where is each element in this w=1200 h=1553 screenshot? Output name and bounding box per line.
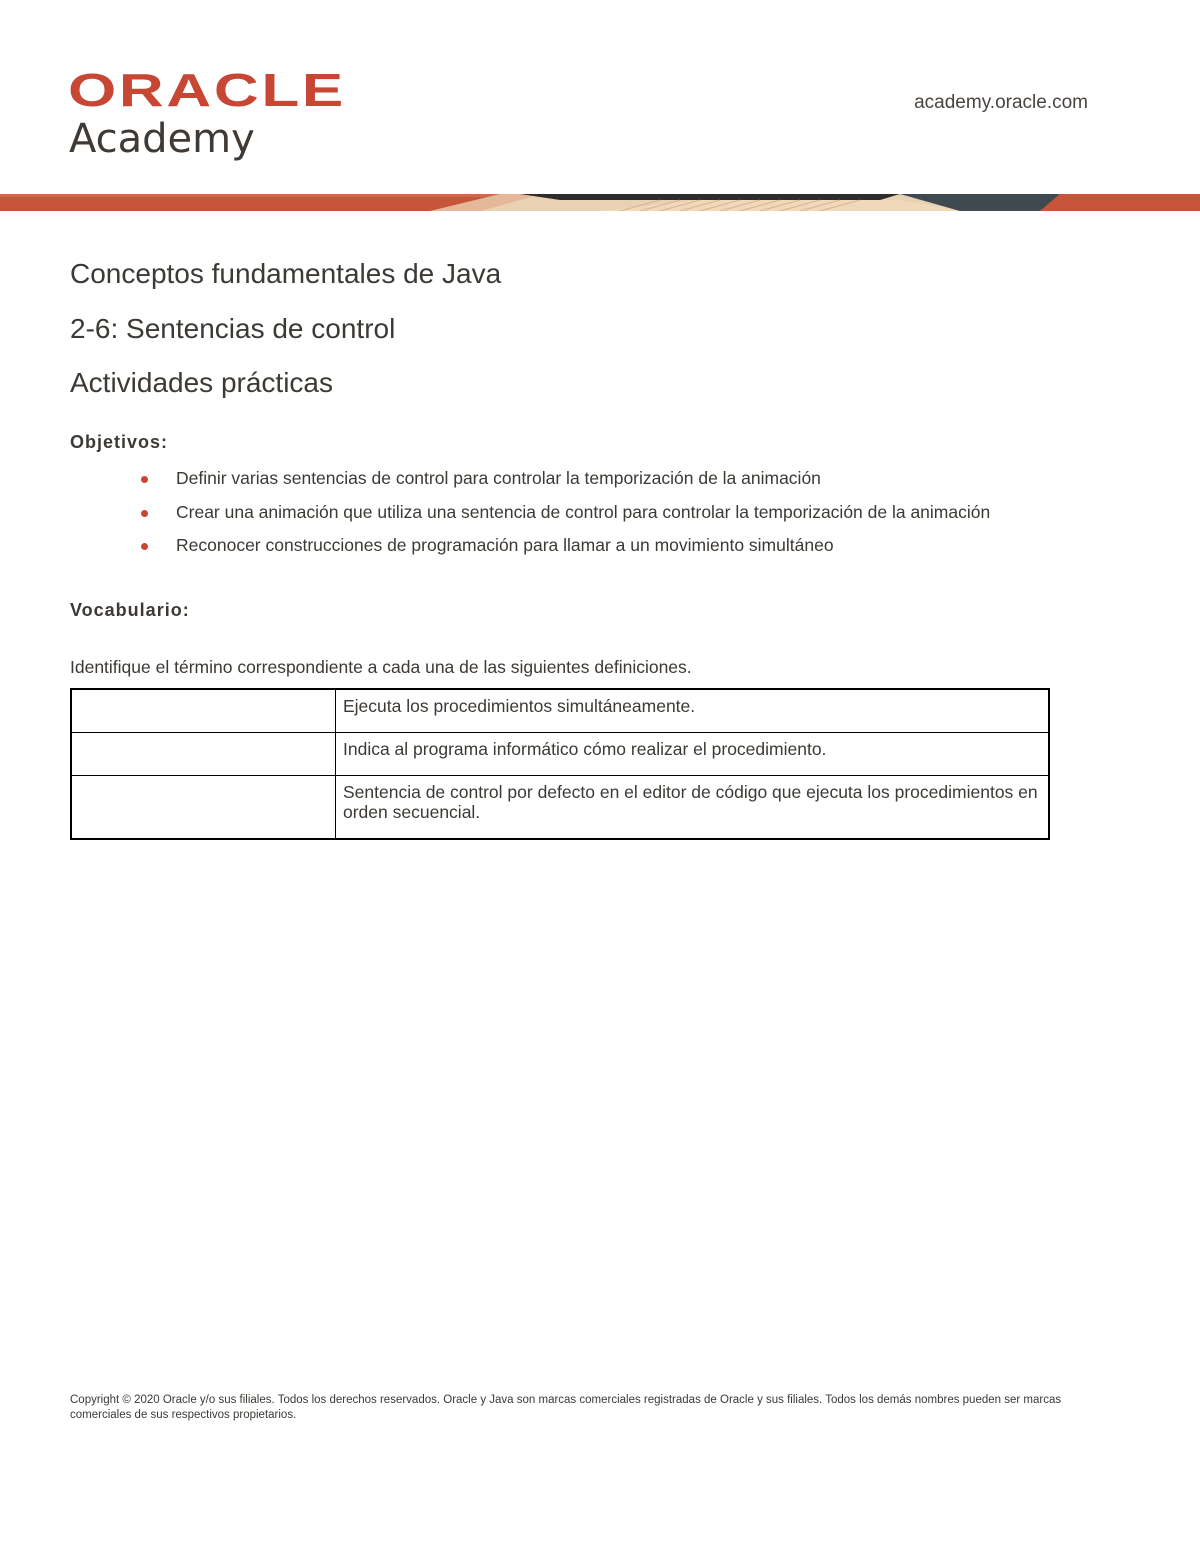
definition-cell: Ejecuta los procedimientos simultáneamente.: [336, 689, 1050, 733]
table-row: [71, 733, 1049, 776]
objectives-heading: Objetivos:: [70, 432, 169, 452]
oracle-logo-mark: [68, 66, 348, 114]
copyright-footer: Copyright © 2020 Oracle y/o sus filiales. Todos los derechos reservados. Oracle y Java son marcas comerciales registradas de Oracle y sus filiales. Todos los demás nombres pueden ser marcas comerciales de sus respectivos propietarios.: [70, 1394, 1062, 1421]
lesson-title: 2-6: Sentencias de control: [70, 313, 396, 344]
oracle-logo: [68, 66, 348, 114]
bullet-icon: [141, 476, 148, 483]
term-cell[interactable]: [71, 776, 336, 840]
term-cell[interactable]: [71, 733, 336, 776]
vocabulary-instructions: Identifique el término correspondiente a cada una de las siguientes definiciones.: [70, 657, 692, 677]
academy-label: Academy: [69, 116, 255, 162]
list-item: [140, 535, 990, 569]
objective-text: Crear una animación que utiliza una sentencia de control para controlar la temporización de la animación: [176, 501, 991, 522]
site-url: academy.oracle.com: [914, 92, 1088, 113]
table-row: [71, 689, 1049, 733]
activity-title: Actividades prácticas: [70, 367, 334, 398]
decorative-banner: [0, 194, 1200, 211]
list-item: [140, 502, 990, 536]
bullet-icon: [141, 543, 148, 550]
vocabulary-heading: Vocabulario:: [70, 600, 190, 620]
course-title: Conceptos fundamentales de Java: [70, 258, 502, 289]
definition-cell: Sentencia de control por defecto en el editor de código que ejecuta los procedimientos en orden secuencial.: [336, 776, 1050, 840]
svg-text:ORACLE: ORACLE: [68, 66, 346, 114]
objective-text: Definir varias sentencias de control para controlar la temporización de la animación: [176, 468, 821, 488]
objectives-list: [140, 468, 990, 569]
objective-text: Reconocer construcciones de programación para llamar a un movimiento simultáneo: [176, 535, 834, 555]
definition-cell: Indica al programa informático cómo realizar el procedimiento.: [336, 733, 1050, 776]
bullet-icon: [141, 510, 148, 517]
vocabulary-table: [70, 688, 1050, 840]
term-cell[interactable]: [71, 689, 336, 733]
list-item: [140, 468, 990, 502]
table-row: [71, 776, 1049, 840]
